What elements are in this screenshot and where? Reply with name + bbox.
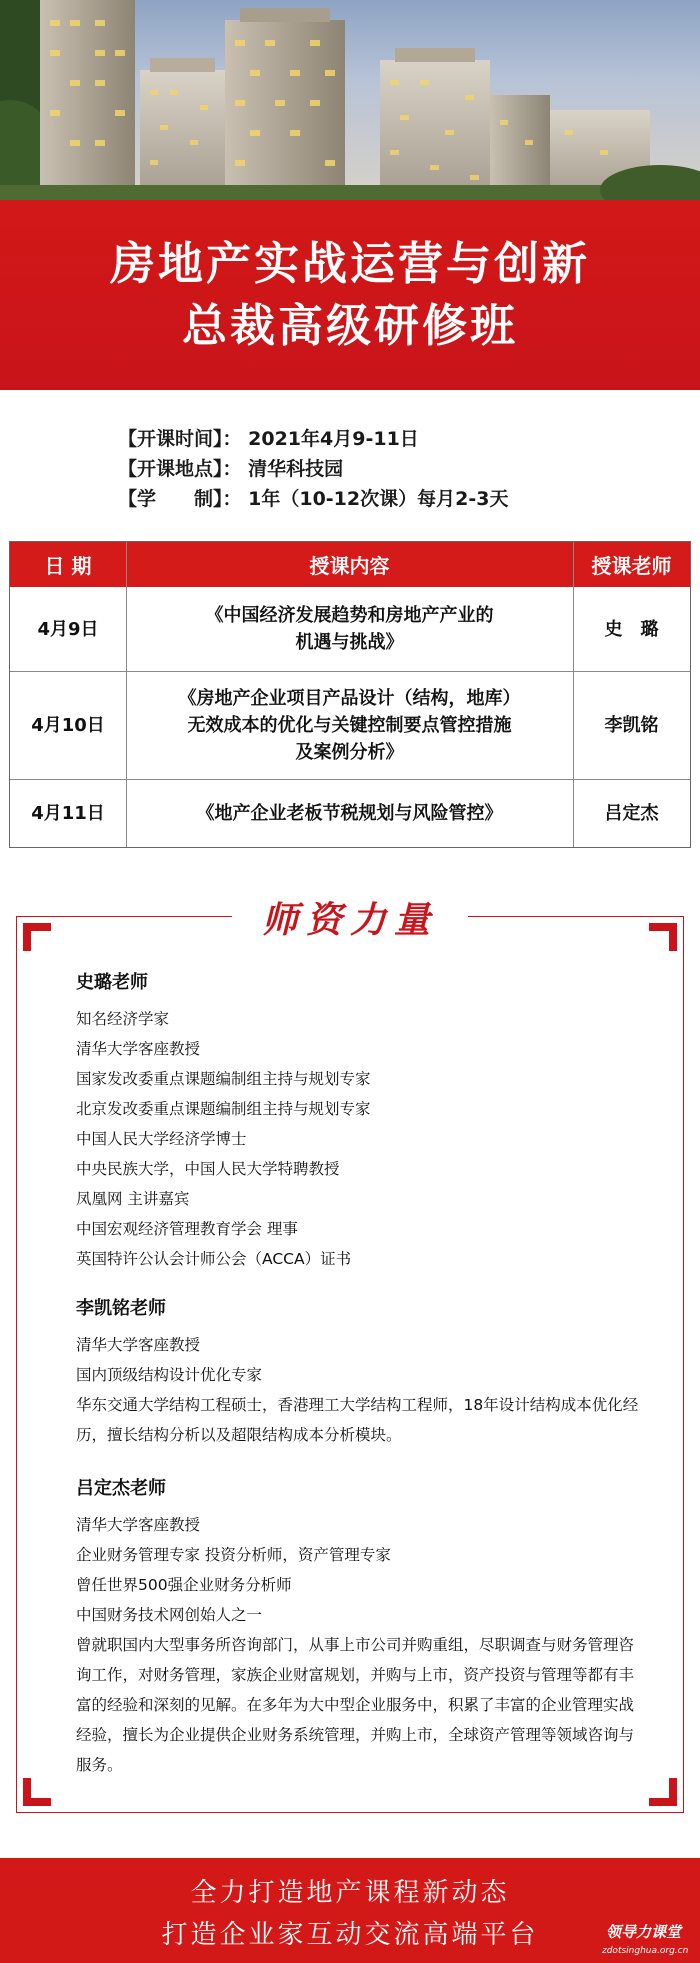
row1-teacher: 史 璐	[604, 618, 659, 640]
info-time: 【开课时间】： 2021年4月9-11日	[118, 428, 419, 450]
watermark-logo: 领导力课堂	[606, 1923, 682, 1941]
teacher-name: 史璐老师	[76, 972, 148, 993]
title-banner	[0, 200, 700, 390]
row3-teacher: 吕定杰	[604, 803, 659, 824]
corner-ornament	[649, 1778, 677, 1806]
header-date: 日 期	[44, 554, 92, 578]
row2-content: 《房地产企业项目产品设计（结构，地库） 无效成本的优化与关键控制要点管控措施 及案例分析》	[178, 688, 521, 763]
course-info	[118, 424, 508, 514]
teacher-name: 吕定杰老师	[76, 1478, 166, 1499]
hero-buildings-image	[0, 0, 700, 200]
schedule-header	[10, 542, 690, 587]
teacher-shi-lu: 史璐老师 知名经济学家 清华大学客座教授 国家发改委重点课题编制组主持与规划专家 北京发改委重点课题编制组主持与规划专家 中国人民大学经济学博士 中央民族大学，中国人民大学特聘教授 凤凰网 主讲嘉宾 中国宏观经济管理教育学会 理事 英国特许公认会计师公会（ACCA）证书	[76, 966, 371, 1274]
row3-content: 《地产企业老板节税规划与风险管控》	[196, 803, 503, 824]
corner-ornament	[649, 923, 677, 951]
faculty-title: 师资力量	[232, 895, 468, 939]
slogan-line-1: 全力打造地产课程新动态	[190, 1878, 510, 1908]
schedule-table	[9, 541, 691, 848]
header-content: 授课内容	[309, 554, 390, 578]
row3-date: 4月11日	[31, 803, 105, 824]
corner-ornament	[23, 1778, 51, 1806]
teacher-name: 李凯铭老师	[76, 1298, 166, 1319]
info-system: 【学 制】： 1年（10-12次课）每月2-3天	[118, 488, 509, 510]
info-place: 【开课地点】： 清华科技园	[118, 458, 344, 480]
slogan-line-2: 打造企业家互动交流高端平台	[161, 1920, 539, 1950]
title-line-1: 房地产实战运营与创新	[109, 237, 590, 290]
title-line-2: 总裁高级研修班	[181, 299, 518, 352]
header-teacher: 授课老师	[591, 554, 672, 578]
row2-teacher: 李凯铭	[604, 715, 659, 736]
row1-date: 4月9日	[37, 618, 99, 640]
watermark-url: zdotsinghua.org.cn	[602, 1946, 689, 1956]
row1-content: 《中国经济发展趋势和房地产产业的 机遇与挑战》	[205, 605, 494, 653]
teacher-lv-dingjie: 吕定杰老师 清华大学客座教授 企业财务管理专家 投资分析师，资产管理专家 曾任世界500强企业财务分析师 中国财务技术网创始人之一 曾就职国内大型事务所咨询部门，从事上市公司并购重组，尽职调查与财务管理咨询工作，对财务管理，家族企业财富规划，并购与上市，资产投资与管理等都有丰富的经验和深刻的见解。在多年为大中型企业服务中，积累了丰富的企业管理实战经验，擅长为企业提供企业财务系统管理，并购上市，全球资产管理等领域咨询与服务。	[76, 1472, 646, 1780]
teacher-li-kaiming: 李凯铭老师 清华大学客座教授 国内顶级结构设计优化专家 华东交通大学结构工程硕士，香港理工大学结构工程师，18年设计结构成本优化经历，擅长结构分析以及超限结构成本分析模块。	[76, 1292, 646, 1450]
corner-ornament	[23, 923, 51, 951]
row2-date: 4月10日	[31, 715, 105, 736]
